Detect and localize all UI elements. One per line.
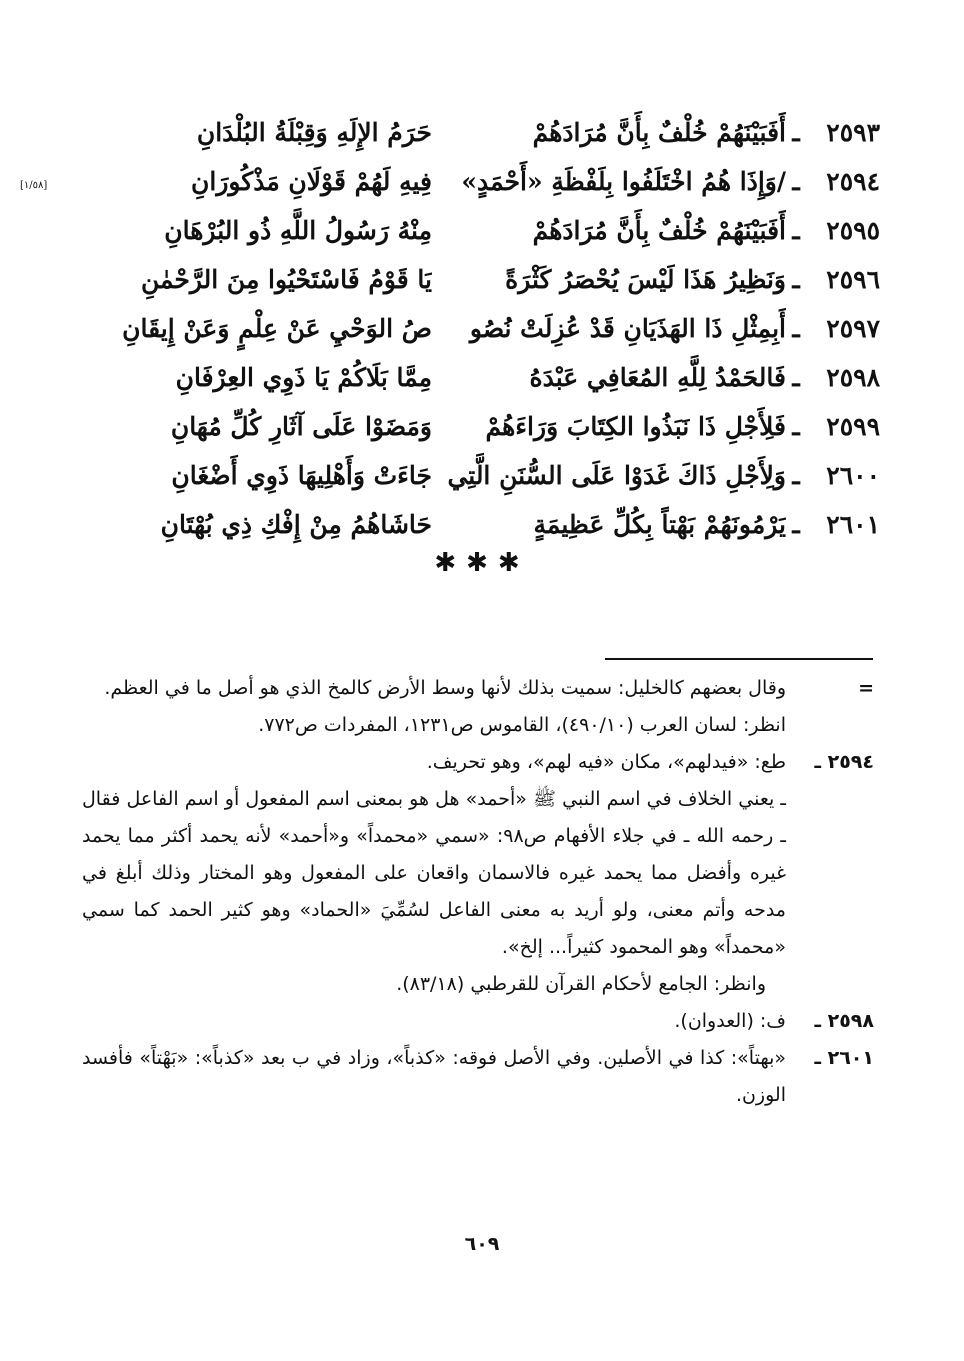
second-hemistich: مِنْهُ رَسُولُ اللَّهِ ذُو البُرْهَانِ [164,216,432,245]
footnote [82,744,874,1003]
page-number: ٦٠٩ [464,1233,500,1255]
second-hemistich: حَرَمُ الإِلَهِ وَقِبْلَةُ البُلْدَانِ [196,118,432,147]
first-hemistich: فَلِأَجْلِ ذَا نَبَذُوا الكِتَابَ وَرَاءَهُمْ [485,412,786,441]
second-hemistich: مِمَّا بَلَاكُمْ يَا ذَوِي العِرْفَانِ [175,363,432,392]
first-hemistich: أَفَبَيْنَهُمْ خُلْفٌ بِأَنَّ مُرَادَهُمْ [532,118,786,147]
verse-dash: ـ [792,314,800,343]
first-hemistich: يَرْمُونَهُمْ بَهْتاً بِكُلِّ عَظِيمَةٍ [533,510,786,539]
verse-number: ٢٦٠٠ [826,461,880,490]
footnote-text: ف: (العدوان). [674,1010,786,1032]
verse-dash: ـ [792,363,800,392]
second-hemistich: حَاشَاهُمُ مِنْ إِفْكِ ذِي بُهْتَانِ [160,510,432,539]
second-hemistich: صُ الوَحْيِ عَنْ عِلْمٍ وَعَنْ إِيقَانِ [122,314,432,343]
verse-number: ٢٥٩٧ [826,314,880,343]
first-hemistich: أَفَبَيْنَهُمْ خُلْفٌ بِأَنَّ مُرَادَهُمْ [532,216,786,245]
verse-number: ٢٥٩٨ [826,363,880,392]
footnote-marker: ٢٥٩٤ ـ [814,751,874,773]
footnote-text: وقال بعضهم كالخليل: سميت بذلك لأنها وسط الأرض كالمخ الذي هو أصل ما في العظم. [104,677,786,699]
verse-line [20,108,880,157]
verse-line [20,500,880,549]
verse-dash: ـ [792,118,800,147]
verse-dash: ـ [792,461,800,490]
footnote-text: طع: «فيدلهم»، مكان «فيه لهم»، وهو تحريف. [426,751,786,773]
verse-dash: ـ [792,412,800,441]
verse-line [20,255,880,304]
footnote-marker: = [858,677,874,699]
footnote [82,670,874,744]
second-hemistich: فِيهِ لَهُمْ قَوْلَانِ مَذْكُورَانِ [191,167,432,196]
first-hemistich: فَالحَمْدُ لِلَّهِ المُعَافِي عَبْدَهُ [529,363,786,392]
verse-number: ٢٦٠١ [826,510,880,539]
second-hemistich: جَاءَتْ وَأَهْلِيهَا ذَوِي أَضْغَانِ [171,461,432,490]
footnote-text: وانظر: الجامع لأحكام القرآن للقرطبي (٨٣/١٨). [396,973,766,995]
verse-line [20,304,880,353]
verse-line [20,402,880,451]
verse-number: ٢٥٩٦ [826,265,880,294]
verse-number: ٢٥٩٣ [826,118,880,147]
footnote [82,1003,874,1040]
footnote-marker: ٢٥٩٨ ـ [814,1010,874,1032]
verse-dash: ـ [792,167,800,196]
first-hemistich: وَنَظِيرُ هَذَا لَيْسَ يُحْصَرُ كَثْرَةً [505,265,786,294]
footnote [82,1040,874,1114]
footnote-text: ـ يعني الخلاف في اسم النبي ﷺ «أحمد» هل هو بمعنى اسم المفعول أو اسم الفاعل فقال ـ رحمه الله ـ في جلاء الأفهام ص٩٨: «سمي «محمداً» و«أحمد» لأنه يحمد أكثر مما يحمد غيره وأفضل مما يحمد غيره فالاسمان واقعان على المفعول وهو المختار وذلك أبلغ في مدحه وأتم معنى، ولو أريد به معنى الفاعل لسُمِّيَ «الحماد» وهو كثير الحمد كما سمي «محمداً» وهو المحمود كثيراً... إلخ». [82,788,786,958]
footnote-marker: ٢٦٠١ ـ [814,1047,874,1069]
verse-line [20,206,880,255]
verse-number: ٢٥٩٩ [826,412,880,441]
section-separator-stars: ✱✱✱ [434,548,530,578]
second-hemistich: يَا قَوْمُ فَاسْتَحْيُوا مِنَ الرَّحْمٰنِ [140,265,432,294]
verse-line [20,157,880,206]
first-hemistich: أَبِمِثْلِ ذَا الهَذَيَانِ قَدْ عُزِلَتْ نُصُو [469,314,786,343]
verse-dash: ـ [792,216,800,245]
poem-block [20,108,880,549]
first-hemistich: /وَإِذَا هُمُ اخْتَلَفُوا بِلَفْظَةِ «أَحْمَدٍ» [461,167,786,196]
verse-dash: ـ [792,265,800,294]
footnotes [82,670,874,1114]
first-hemistich: وَلِأَجْلِ ذَاكَ غَدَوْا عَلَى السُّنَنِ الَّتِي [447,461,786,490]
verse-number: ٢٥٩٥ [826,216,880,245]
footnote-divider [605,658,873,660]
verse-line [20,451,880,500]
verse-dash: ـ [792,510,800,539]
verse-number: ٢٥٩٤ [826,167,880,196]
verse-line [20,353,880,402]
second-hemistich: وَمَضَوْا عَلَى آثَارِ كُلِّ مُهَانِ [170,412,432,441]
footnote-text: «بهتاً»: كذا في الأصلين. وفي الأصل فوقه: «كذباً»، وزاد في ب بعد «كذباً»: «بَهْتاً» فأفسد الوزن. [82,1047,786,1106]
footnote-text: انظر: لسان العرب (٤٩٠/١٠)، القاموس ص١٢٣١، المفردات ص٧٧٢. [258,714,786,736]
manuscript-folio-reference: [١/٥٨] [20,180,48,191]
